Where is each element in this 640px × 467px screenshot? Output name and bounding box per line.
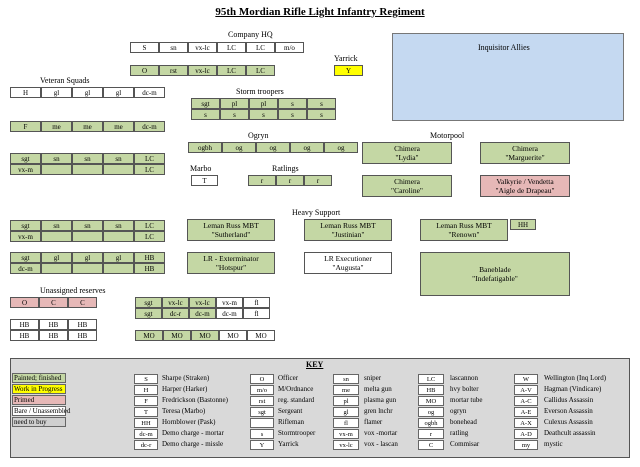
company-hq-cell: LC bbox=[246, 65, 275, 76]
leman-russ-renown: Leman Russ MBT "Renown" bbox=[420, 219, 508, 241]
company-hq-cell: S bbox=[130, 42, 159, 53]
key-description: Hagman (Vindicare) bbox=[544, 385, 602, 393]
veteran-cell: gl bbox=[72, 87, 103, 98]
veteran-cell: vx-m bbox=[10, 231, 41, 242]
key-description: Culexus Assassin bbox=[544, 418, 593, 426]
marbo-label: Marbo bbox=[190, 164, 212, 173]
unassigned-cell: C bbox=[39, 297, 68, 308]
unassigned-cell: MO bbox=[191, 330, 219, 341]
key-description: vox - lascan bbox=[364, 440, 398, 448]
key-code: dc-r bbox=[134, 440, 158, 450]
storm-troopers-label: Storm troopers bbox=[236, 87, 284, 96]
unassigned-cell: HB bbox=[39, 319, 68, 330]
veteran-cell: dc-m bbox=[134, 87, 165, 98]
veteran-cell: sn bbox=[72, 153, 103, 164]
key-code: HB bbox=[418, 385, 444, 395]
veteran-cell: sn bbox=[103, 220, 134, 231]
key-description: mystic bbox=[544, 440, 563, 448]
yarrick-label: Yarrick bbox=[334, 54, 358, 63]
key-code: T bbox=[134, 407, 158, 417]
key-description: Officer bbox=[278, 374, 299, 382]
baneblade: Baneblade "Indefatigable" bbox=[420, 252, 570, 296]
unassigned-cell: vx-lc bbox=[189, 297, 216, 308]
key-description: sniper bbox=[364, 374, 382, 382]
company-hq-cell: sn bbox=[159, 42, 188, 53]
key-description: melta gun bbox=[364, 385, 392, 393]
motorpool-label: Motorpool bbox=[430, 131, 465, 140]
key-code: S bbox=[134, 374, 158, 384]
yarrick-cell: Y bbox=[334, 65, 363, 76]
stormtrooper-cell: s bbox=[220, 109, 249, 120]
veteran-cell: gl bbox=[103, 252, 134, 263]
unassigned-cell: HB bbox=[39, 330, 68, 341]
veteran-cell: sgt bbox=[10, 153, 41, 164]
key-description: ogryn bbox=[450, 407, 467, 415]
unassigned-cell: HB bbox=[68, 330, 97, 341]
key-description: Yarrick bbox=[278, 440, 299, 448]
chimera-caroline: Chimera "Caroline" bbox=[362, 175, 452, 197]
key-description: flamer bbox=[364, 418, 383, 426]
unassigned-cell: dc-m bbox=[189, 308, 216, 319]
veteran-cell: sn bbox=[103, 153, 134, 164]
key-code: F bbox=[134, 396, 158, 406]
veteran-cell: gl bbox=[72, 252, 103, 263]
unassigned-cell: dc-m bbox=[216, 308, 243, 319]
key-description: Harper (Harker) bbox=[162, 385, 208, 393]
lr-executioner: LR Executioner "Augusta" bbox=[304, 252, 392, 274]
veteran-squads-label: Veteran Squads bbox=[40, 76, 90, 85]
key-description: plasma gun bbox=[364, 396, 397, 404]
veteran-cell: gl bbox=[41, 252, 72, 263]
stormtrooper-cell: s bbox=[249, 109, 278, 120]
key-code: HH bbox=[134, 418, 158, 428]
hornblower-cell: HH bbox=[510, 219, 536, 230]
key-description: mortar tube bbox=[450, 396, 483, 404]
stormtrooper-cell: s bbox=[307, 98, 336, 109]
key-code: W bbox=[514, 374, 538, 384]
company-hq-label: Company HQ bbox=[228, 30, 273, 39]
valkyrie-vendetta: Valkyrie / Vendetta "Aigle de Drapeau" bbox=[480, 175, 570, 197]
key-description: ratling bbox=[450, 429, 469, 437]
unassigned-cell: fl bbox=[243, 297, 270, 308]
key-description: Wellington (Inq Lord) bbox=[544, 374, 607, 382]
veteran-cell bbox=[103, 164, 134, 175]
ogryn-cell: ogbh bbox=[188, 142, 222, 153]
veteran-cell: sn bbox=[72, 220, 103, 231]
veteran-cell: sn bbox=[41, 153, 72, 164]
key-description: reg. standard bbox=[278, 396, 315, 404]
key-code: O bbox=[250, 374, 274, 384]
key-code: fl bbox=[333, 418, 359, 428]
key-code bbox=[250, 418, 274, 428]
key-color-label: Work in Progress bbox=[14, 385, 63, 393]
veteran-cell bbox=[41, 263, 72, 274]
heavy-support-label: Heavy Support bbox=[292, 208, 341, 217]
key-code: A-D bbox=[514, 429, 538, 439]
key-code: ogbh bbox=[418, 418, 444, 428]
key-description: Rifleman bbox=[278, 418, 305, 426]
key-code: vx-m bbox=[333, 429, 359, 439]
key-code: MO bbox=[418, 396, 444, 406]
key-code: og bbox=[418, 407, 444, 417]
ratling-cell: r bbox=[248, 175, 276, 186]
veteran-cell: LC bbox=[134, 153, 165, 164]
unassigned-cell: HB bbox=[10, 330, 39, 341]
unassigned-cell: vx-lc bbox=[162, 297, 189, 308]
unassigned-cell: MO bbox=[135, 330, 163, 341]
veteran-cell: gl bbox=[41, 87, 72, 98]
key-code: A-E bbox=[514, 407, 538, 417]
key-code: LC bbox=[418, 374, 444, 384]
key-description: Callidus Assassin bbox=[544, 396, 594, 404]
marbo-cell: T bbox=[191, 175, 218, 186]
veteran-cell: dc-m bbox=[134, 121, 165, 132]
veteran-cell: gl bbox=[103, 87, 134, 98]
veteran-cell: me bbox=[72, 121, 103, 132]
ogryn-cell: og bbox=[222, 142, 256, 153]
leman-russ-justinian: Leman Russ MBT "Justinian" bbox=[304, 219, 392, 241]
company-hq-cell: LC bbox=[217, 65, 246, 76]
key-description: Hornblower (Pask) bbox=[162, 418, 216, 426]
key-description: gren lnchr bbox=[364, 407, 393, 415]
company-hq-cell: LC bbox=[246, 42, 275, 53]
ratlings-label: Ratlings bbox=[272, 164, 299, 173]
ratling-cell: r bbox=[304, 175, 332, 186]
key-color-label: Painted; finished bbox=[14, 374, 62, 382]
key-code: dc-m bbox=[134, 429, 158, 439]
key-code: Y bbox=[250, 440, 274, 450]
unassigned-cell: fl bbox=[243, 308, 270, 319]
veteran-cell bbox=[41, 231, 72, 242]
key-description: vox -mortar bbox=[364, 429, 398, 437]
unassigned-cell: sgt bbox=[135, 297, 162, 308]
lr-exterminator: LR - Exterminator "Hotspur" bbox=[187, 252, 275, 274]
veteran-cell: vx-m bbox=[10, 164, 41, 175]
key-code: m/o bbox=[250, 385, 274, 395]
ogryn-cell: og bbox=[256, 142, 290, 153]
key-description: Fredrickson (Bastonne) bbox=[162, 396, 228, 404]
veteran-cell: LC bbox=[134, 231, 165, 242]
key-code: sgt bbox=[250, 407, 274, 417]
unassigned-cell: MO bbox=[163, 330, 191, 341]
chimera-marguerite: Chimera "Marguerite" bbox=[480, 142, 570, 164]
unassigned-cell: HB bbox=[68, 319, 97, 330]
veteran-cell bbox=[72, 164, 103, 175]
company-hq-cell: vx-lc bbox=[188, 42, 217, 53]
stormtrooper-cell: s bbox=[191, 109, 220, 120]
key-description: M/Ordnance bbox=[278, 385, 314, 393]
key-code: A-C bbox=[514, 396, 538, 406]
company-hq-cell: O bbox=[130, 65, 159, 76]
unassigned-cell: C bbox=[68, 297, 97, 308]
key-code: A-X bbox=[514, 418, 538, 428]
ratling-cell: r bbox=[276, 175, 304, 186]
key-code: C bbox=[418, 440, 444, 450]
company-hq-cell: m/o bbox=[275, 42, 304, 53]
company-hq-cell: LC bbox=[217, 42, 246, 53]
key-code: pl bbox=[333, 396, 359, 406]
veteran-cell: LC bbox=[134, 164, 165, 175]
veteran-cell: LC bbox=[134, 220, 165, 231]
key-description: Sergeant bbox=[278, 407, 303, 415]
key-code: A-V bbox=[514, 385, 538, 395]
key-description: hvy bolter bbox=[450, 385, 479, 393]
chimera-lydia: Chimera "Lydia" bbox=[362, 142, 452, 164]
key-description: Deathcult assassin bbox=[544, 429, 596, 437]
key-description: Commisar bbox=[450, 440, 480, 448]
key-code: sn bbox=[333, 374, 359, 384]
veteran-cell: F bbox=[10, 121, 41, 132]
key-description: Sharpe (Straken) bbox=[162, 374, 210, 382]
page-title: 95th Mordian Rifle Light Infantry Regiment bbox=[215, 6, 425, 18]
veteran-cell bbox=[103, 263, 134, 274]
key-description: Stormtrooper bbox=[278, 429, 316, 437]
leman-russ-sutherland: Leman Russ MBT "Sutherland" bbox=[187, 219, 275, 241]
key-color-label: need to buy bbox=[14, 418, 47, 426]
key-code: rst bbox=[250, 396, 274, 406]
key-description: Demo charge - missle bbox=[162, 440, 224, 448]
key-description: Everson Assassin bbox=[544, 407, 593, 415]
veteran-cell bbox=[41, 164, 72, 175]
veteran-cell: me bbox=[103, 121, 134, 132]
key-code: r bbox=[418, 429, 444, 439]
veteran-cell: dc-m bbox=[10, 263, 41, 274]
unassigned-cell: vx-m bbox=[216, 297, 243, 308]
veteran-cell: sgt bbox=[10, 220, 41, 231]
key-code: gl bbox=[333, 407, 359, 417]
key-color-label: Bare / Unassembled bbox=[14, 407, 71, 415]
ogryn-cell: og bbox=[290, 142, 324, 153]
veteran-cell: sn bbox=[41, 220, 72, 231]
key-code: s bbox=[250, 429, 274, 439]
stormtrooper-cell: s bbox=[278, 98, 307, 109]
unassigned-cell: O bbox=[10, 297, 39, 308]
key-description: bonehead bbox=[450, 418, 477, 426]
company-hq-cell: rst bbox=[159, 65, 188, 76]
company-hq-cell: vx-lc bbox=[188, 65, 217, 76]
inquisitor-label: Inquisitor Allies bbox=[478, 43, 530, 52]
veteran-cell bbox=[103, 231, 134, 242]
unassigned-cell: dc-r bbox=[162, 308, 189, 319]
unassigned-cell: MO bbox=[247, 330, 275, 341]
veteran-cell bbox=[72, 231, 103, 242]
veteran-cell: H bbox=[10, 87, 41, 98]
veteran-cell: sgt bbox=[10, 252, 41, 263]
ogryn-label: Ogryn bbox=[248, 131, 269, 140]
unassigned-label: Unassigned reserves bbox=[40, 286, 106, 295]
key-code: my bbox=[514, 440, 538, 450]
veteran-cell: HB bbox=[134, 263, 165, 274]
veteran-cell: HB bbox=[134, 252, 165, 263]
ogryn-cell: og bbox=[324, 142, 358, 153]
key-color-label: Primed bbox=[14, 396, 35, 404]
stormtrooper-cell: s bbox=[278, 109, 307, 120]
stormtrooper-cell: s bbox=[307, 109, 336, 120]
unassigned-cell: HB bbox=[10, 319, 39, 330]
key-code: H bbox=[134, 385, 158, 395]
stormtrooper-cell: pl bbox=[249, 98, 278, 109]
key-description: Teresa (Marbo) bbox=[162, 407, 206, 415]
key-description: Demo charge - mortar bbox=[162, 429, 224, 437]
key-code: vx-lc bbox=[333, 440, 359, 450]
key-description: lascannon bbox=[450, 374, 478, 382]
key-code: me bbox=[333, 385, 359, 395]
key-title: KEY bbox=[306, 360, 324, 369]
veteran-cell bbox=[72, 263, 103, 274]
stormtrooper-cell: sgt bbox=[191, 98, 220, 109]
stormtrooper-cell: pl bbox=[220, 98, 249, 109]
unassigned-cell: MO bbox=[219, 330, 247, 341]
veteran-cell: me bbox=[41, 121, 72, 132]
unassigned-cell: sgt bbox=[135, 308, 162, 319]
